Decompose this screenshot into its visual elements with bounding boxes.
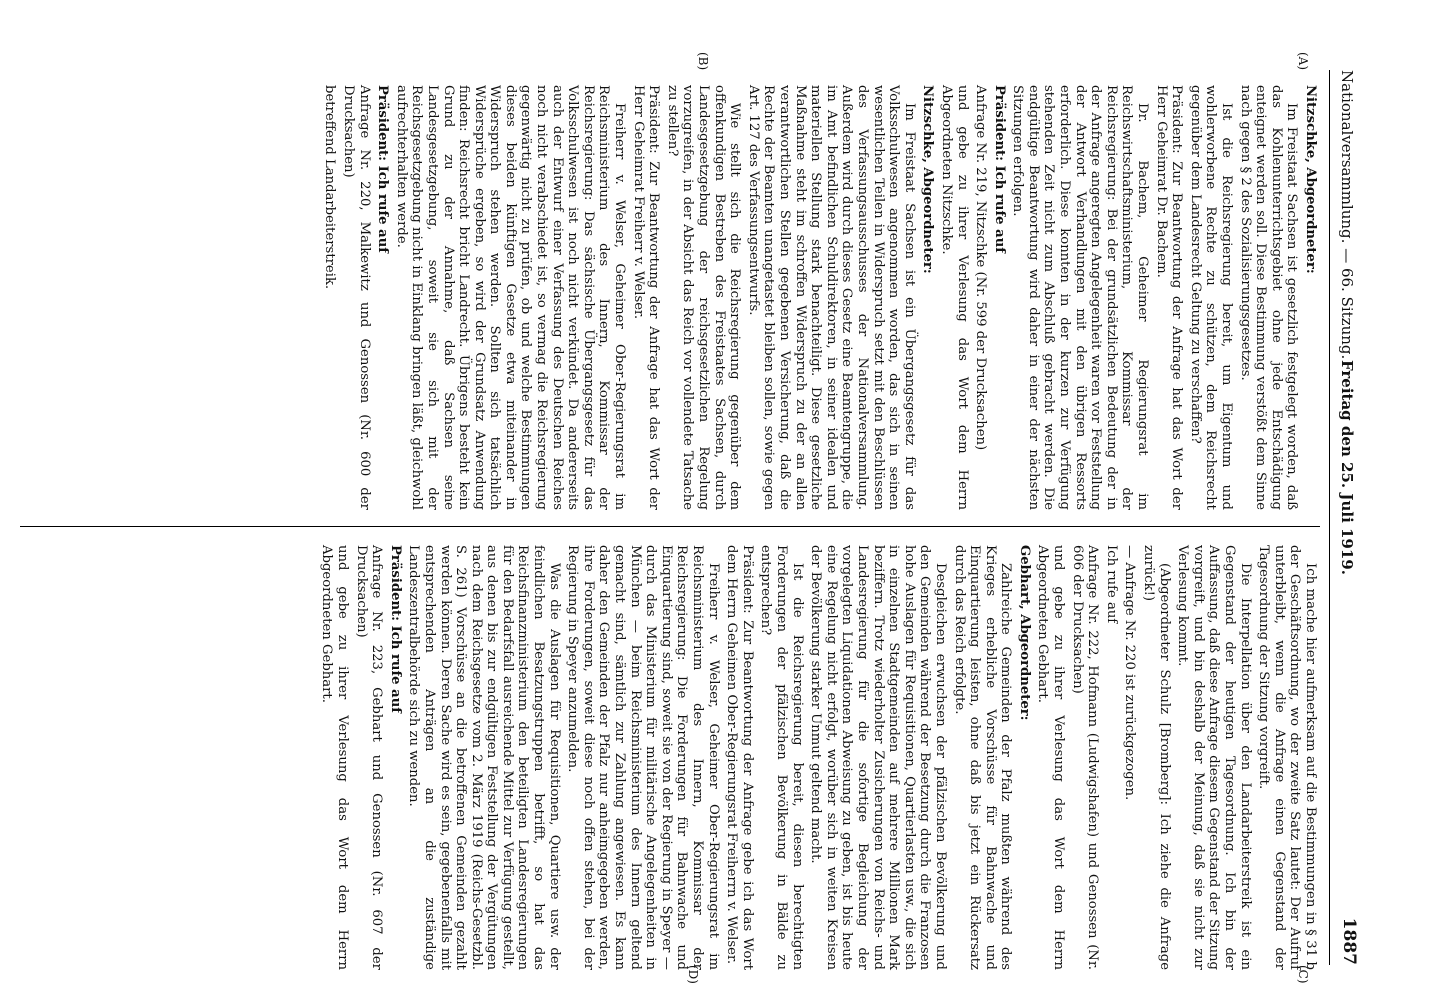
paragraph: Dr. Bachem, Geheimer Regierungsrat im Reichswirtschaftsministerium, Kommissar der Reichsregierung: Bei der grundsätzlichen Bedeutung der in der Anfrage angeregten Angelegenheit waren vor Feststellung der Antwort Verhandlungen mit den übrigen Ressorts erforderlich. Diese konnten in der kurzen zur Verfügung stehenden Zeit nicht zum Abschluß gebracht werden. Die endgültige Beantwortung wird daher in einer der nächsten Sitzungen erfolgen.: [1010, 85, 1151, 510]
paragraph: und gebe zu ihrer Verlesung das Wort dem Herrn Abgeordneten Nitzschke.: [938, 85, 970, 510]
paragraph: Ist die Reichsregierung bereit, um Eigentum und wohlerworbene Rechte zu schützen, dem Reichsrecht gegenüber dem Landesrecht Geltung zu verschaffen?: [1187, 85, 1235, 510]
agenda-item: Anfrage Nr. 220, Malkewitz und Genossen (Nr. 600 der Drucksachen): [340, 85, 372, 510]
left-column: [319, 85, 1318, 510]
paragraph: Im Freistaat Sachsen ist gesetzlich festgelegt worden, daß das Kohlenunterrichtsgebiet ohne jede Entschädigung enteignet werden soll. Diese Bestimmung verstößt dem Sinne nach gegen § 2 des Sozialisierungsgesetzes.: [1237, 85, 1300, 510]
paragraph: Wie stellt sich die Reichsregierung gegenüber dem offenkundigen Bestreben des Freistaates Sachsen, durch Landesgesetzgebung der reichsgesetzlichen Regelung vorzugreifen, in der Absicht das Reich vor vollendete Tatsache zu stellen?: [664, 85, 743, 510]
paragraph: Ist die Reichsregierung bereit, diesen berechtigten Forderungen der pfälzischen Bevölkerung in Bälde zu entsprechen?: [758, 545, 805, 970]
speaker-line: Gebhart, Abgeordneter:: [1016, 545, 1032, 721]
paragraph: (Abgeordneter Schulz [Bromberg]: Ich ziehe die Anfrage zurück!): [1141, 545, 1172, 970]
paragraph: Ich rufe auf: [1103, 545, 1119, 624]
margin-marker-d: (D): [686, 965, 700, 984]
margin-marker-c: (C): [1296, 965, 1310, 984]
page-number: 1887: [1339, 917, 1359, 965]
paragraph: Präsident: Zur Beantwortung der Anfrage hat das Wort der Herr Geheimrat Dr. Bachem.: [1153, 85, 1185, 510]
header-left: Nationalversammlung. — 66. Sitzung.: [1338, 70, 1356, 360]
paragraph: Freiherr v. Welser, Geheimer Ober-Regierungsrat im Reichsministerium des Innern, Kommissar der Reichsregierung: Das sächsische Übergangsgesetz für das Volksschulwesen ist noch nicht verkündet. Da andererseits auch der Entwurf einer Verfassung des Deutschen Reiches noch nicht verabschiedet ist, so vermag die Reichsregierung gegenwärtig nicht zu prüfen, ob und welche Bestimmungen dieses beiden künftigen Gesetze etwa miteinander in Widerspruch stehen werden. Sollten sich tatsächlich Widersprüche ergeben, so wird der Grundsatz Anwendung finden: Reichsrecht bricht Landrecht. Übrigens besteht kein Grund zu der Annahme, daß Sachsen seine Landesgesetzgebung, soweit sie sich mit der Reichsgesetzgebung nicht in Einklang bringen läßt, gleichwohl aufrechterhalten werde.: [393, 85, 628, 510]
digitization-note: [1412, 10, 1432, 990]
right-column: [316, 545, 1318, 970]
paragraph: Freiherr v. Welser, Geheimer Ober-Regierungsrat im Reichsministerium des Innern, Kommissar der Reichsregierung: Die Forderungen für Bahnwache und Einquartierung sind, soweit sie von der Regierung in Speyer — durch das Ministerium für militärische Angelegenheiten in München — beim Reichsministerium des Innern geltend gemacht sind, sämtlich zur Zahlung angewiesen. Es kann daher den Gemeinden der Pfalz nur anheimgegeben werden, ihre Forderungen, soweit diese noch offen stehen, bei der Regierung in Speyer anzumelden.: [565, 545, 721, 970]
speaker-line: Präsident: Ich rufe auf: [375, 85, 391, 253]
paragraph: Desgleichen erwuchsen der pfälzischen Bevölkerung und den Gemeinden während der Besetzung durch die Franzosen hohe Auslagen für Requisitionen, Quartierlasten usw., die sich in einzelnen Stadtgemeinden auf mehrere Millionen Mark beziffern. Trotz wiederholter Zusicherungen von Reichs- und Landesregierung für die sofortige Begleichung der vorgelegten Liquidationen Abweisung zu geben, ist bis heute eine Regelung nicht erfolgt, worüber sich in weiten Kreisen der Bevölkerung starker Unmut geltend macht.: [808, 545, 948, 970]
speaker-line: Präsident: Ich rufe auf: [387, 545, 403, 713]
paragraph: Was die Auslagen für Requisitionen, Quartiere usw. der feindlichen Besatzungstruppen betrifft, so hat das Reichsfinanzministerium den beteiligten Landesregierungen für den Bedarfsfall ausreichende Mittel zur Verfügung gestellt, aus denen bis zur endgültigen Feststellung der Vergütungen nach dem Reichsgesetze vom 2. März 1919 (Reichs-Gesetzbl. S. 261) Vorschüsse an die betroffenen Gemeinden gezahlt werden können. Deren Sache wird es sein, gegebenenfalls mit entsprechenden Anträgen an die zuständige Landeszentralbehörde sich zu wenden.: [406, 545, 562, 970]
column-divider: [20, 526, 1320, 527]
paragraph: Präsident: Zur Beantwortung der Anfrage hat das Wort der Herr Geheimrat Freiherr v. Welser.: [630, 85, 662, 510]
paragraph: und gebe zu ihrer Verlesung das Wort dem Herrn Abgeordneten Gebhart.: [1035, 545, 1067, 970]
paragraph: — Anfrage Nr. 220 ist zurückgezogen.: [1122, 545, 1138, 801]
margin-marker-a: (A): [1296, 52, 1310, 71]
agenda-item: Anfrage Nr. 222, Hofmann (Ludwigshafen) und Genossen (Nr. 606 der Drucksachen): [1069, 545, 1101, 970]
paragraph: und gebe zu ihrer Verlesung das Wort dem Herrn Abgeordneten Gebhart.: [319, 545, 350, 970]
speaker-line: Nitzschke, Abgeordneter:: [1303, 85, 1318, 274]
header-rule: [1329, 70, 1330, 965]
page-header: [1328, 70, 1360, 965]
margin-marker-b: (B): [696, 52, 710, 71]
paragraph: Im Freistaat Sachsen ist ein Übergangsgesetz für das Volksschulwesen angenommen worden, das sich in seinen wesentlichen Teilen in Widerspruch setzt mit den Beschlüssen des Verfassungsausschusses der Nationalversammlung. Außerdem wird durch dieses Gesetz eine Beamtengruppe, die im Amt befindlichen Schuldirektoren, in seiner idealen und materiellen Stellung stark benachteiligt. Diese gesetzliche Maßnahme steht im schroffen Widerspruch zu der an allen verantwortlichen Stellen gegebenen Versicherung, daß die Rechte der Beamten unangetastet bleiben sollen, sowie gegen Art. 127 des Verfassungsentwurfs.: [745, 85, 917, 510]
paragraph: Die Interpellation über den Landarbeiterstreik ist ein Gegenstand der heutigen Tagesordnung. Ich bin der Auffassung, daß diese Anfrage diesem Gegenstand der Sitzung vorgreift, und bin deshalb der Meinung, daß sie nicht zur Verlesung kommt.: [1175, 545, 1253, 970]
speaker-line: Nitzschke, Abgeordneter:: [920, 85, 936, 274]
paragraph: Zahlreiche Gemeinden der Pfalz mußten während des Krieges erhebliche Vorschüsse für Bahnwache und Einquartierung leisten, ohne daß bis jetzt ein Rückersatz durch das Reich erfolgte.: [951, 545, 1014, 970]
paragraph: Ich mache hier aufmerksam auf die Bestimmungen in § 31 b der Geschäftsordnung, wo der zweite Satz lautet: Der Aufruf unterbleibt, wenn die Anfrage einen Gegenstand der Tagesordnung der Sitzung vorgreift.: [1256, 545, 1318, 970]
agenda-item: Anfrage Nr. 219, Nitzschke (Nr. 599 der Drucksachen): [973, 85, 989, 451]
speaker-line: Präsident: Ich rufe auf: [991, 85, 1007, 253]
paragraph: Präsident: Zur Beantwortung der Anfrage gebe ich das Wort dem Herrn Geheimen Ober-Regierungsrat Freiherrn v. Welser.: [724, 545, 755, 970]
agenda-item: Anfrage Nr. 223, Gebhart und Genossen (Nr. 607 der Drucksachen): [353, 545, 385, 970]
header-date: Freitag den 25. Juli 1919.: [1338, 360, 1356, 575]
paragraph: betreffend Landarbeiterstreik.: [322, 85, 338, 290]
